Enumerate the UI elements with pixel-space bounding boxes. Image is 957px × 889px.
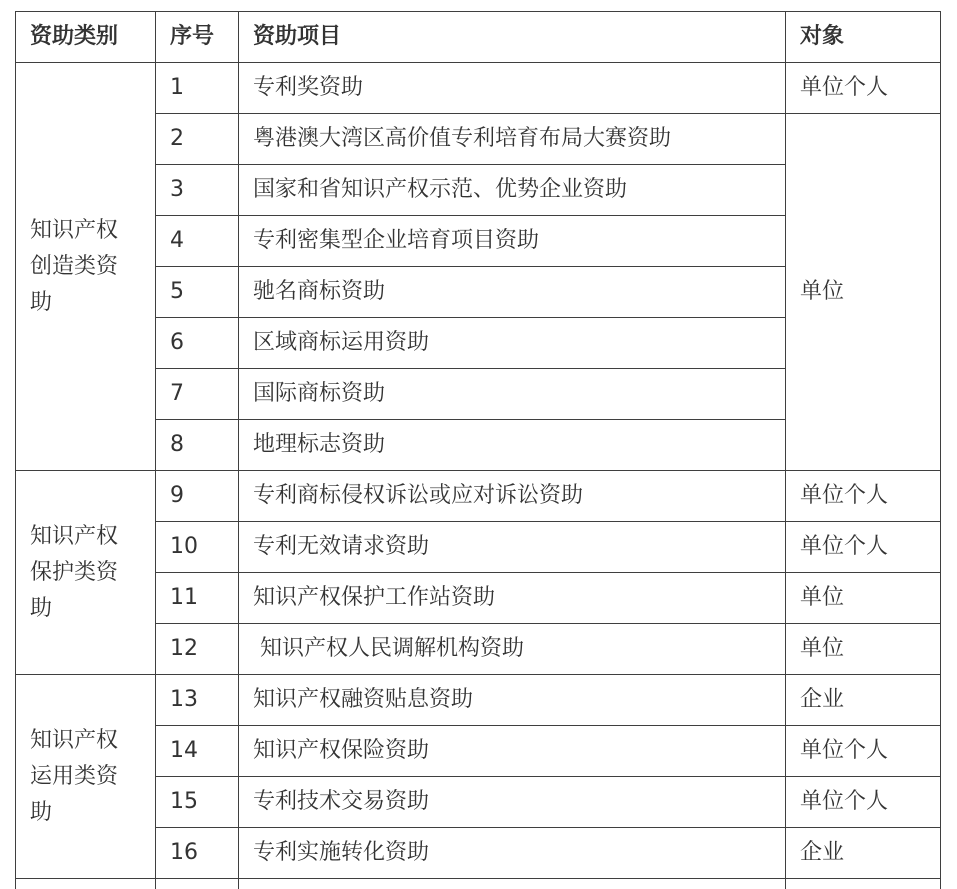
row-no: 15 [156, 777, 239, 828]
row-target: 单位 [786, 624, 941, 675]
row-item: 区域商标运用资助 [239, 318, 786, 369]
row-item: 专利无效请求资助 [239, 522, 786, 573]
row-item: 专利实施转化资助 [239, 828, 786, 879]
row-item: 知识产权保护工作站资助 [239, 573, 786, 624]
row-item: 专利密集型企业培育项目资助 [239, 216, 786, 267]
row-target: 单位个人 [786, 726, 941, 777]
header-target: 对象 [786, 12, 941, 63]
header-item: 资助项目 [239, 12, 786, 63]
row-target: 企业 [786, 828, 941, 879]
row-no: 12 [156, 624, 239, 675]
row-no: 5 [156, 267, 239, 318]
row-no: 1 [156, 63, 239, 114]
header-no: 序号 [156, 12, 239, 63]
row-item: 知识产权人民调解机构资助 [239, 624, 786, 675]
row-no: 10 [156, 522, 239, 573]
row-target: 单位个人 [786, 777, 941, 828]
row-target: 单位 [786, 573, 941, 624]
row-target: 企业 [786, 675, 941, 726]
row-target: 单位个人 [786, 522, 941, 573]
row-no: 4 [156, 216, 239, 267]
row-item: 国际商标资助 [239, 369, 786, 420]
row-no: 9 [156, 471, 239, 522]
row-item: 粤港澳大湾区高价值专利培育布局大赛资助 [239, 114, 786, 165]
row-item: 地理标志资助 [239, 420, 786, 471]
row-item: 知识产权融资贴息资助 [239, 675, 786, 726]
row-target: 单位个人 [786, 471, 941, 522]
header-row [16, 12, 941, 63]
row-no: 2 [156, 114, 239, 165]
subsidy-table [15, 11, 941, 889]
header-category: 资助类别 [16, 12, 156, 63]
row-item: 专利技术交易资助 [239, 777, 786, 828]
row-item: 知识产权保险资助 [239, 726, 786, 777]
row-item: 专利奖资助 [239, 63, 786, 114]
table-row [16, 471, 941, 522]
row-no: 14 [156, 726, 239, 777]
row-no: 13 [156, 675, 239, 726]
row-item: 专利商标侵权诉讼或应对诉讼资助 [239, 471, 786, 522]
row-target-merged: 单位 [786, 114, 941, 471]
row-no: 16 [156, 828, 239, 879]
row-no: 3 [156, 165, 239, 216]
table-row [16, 675, 941, 726]
category-cell-creation: 知识产权创造类资助 [16, 63, 156, 471]
row-no: 7 [156, 369, 239, 420]
row-item: 驰名商标资助 [239, 267, 786, 318]
row-no: 8 [156, 420, 239, 471]
table-row [16, 63, 941, 114]
category-cell-utilization: 知识产权运用类资助 [16, 675, 156, 879]
row-no: 11 [156, 573, 239, 624]
row-target: 单位个人 [786, 63, 941, 114]
row-item: 国家和省知识产权示范、优势企业资助 [239, 165, 786, 216]
category-cell-protection: 知识产权保护类资助 [16, 471, 156, 675]
row-no: 6 [156, 318, 239, 369]
